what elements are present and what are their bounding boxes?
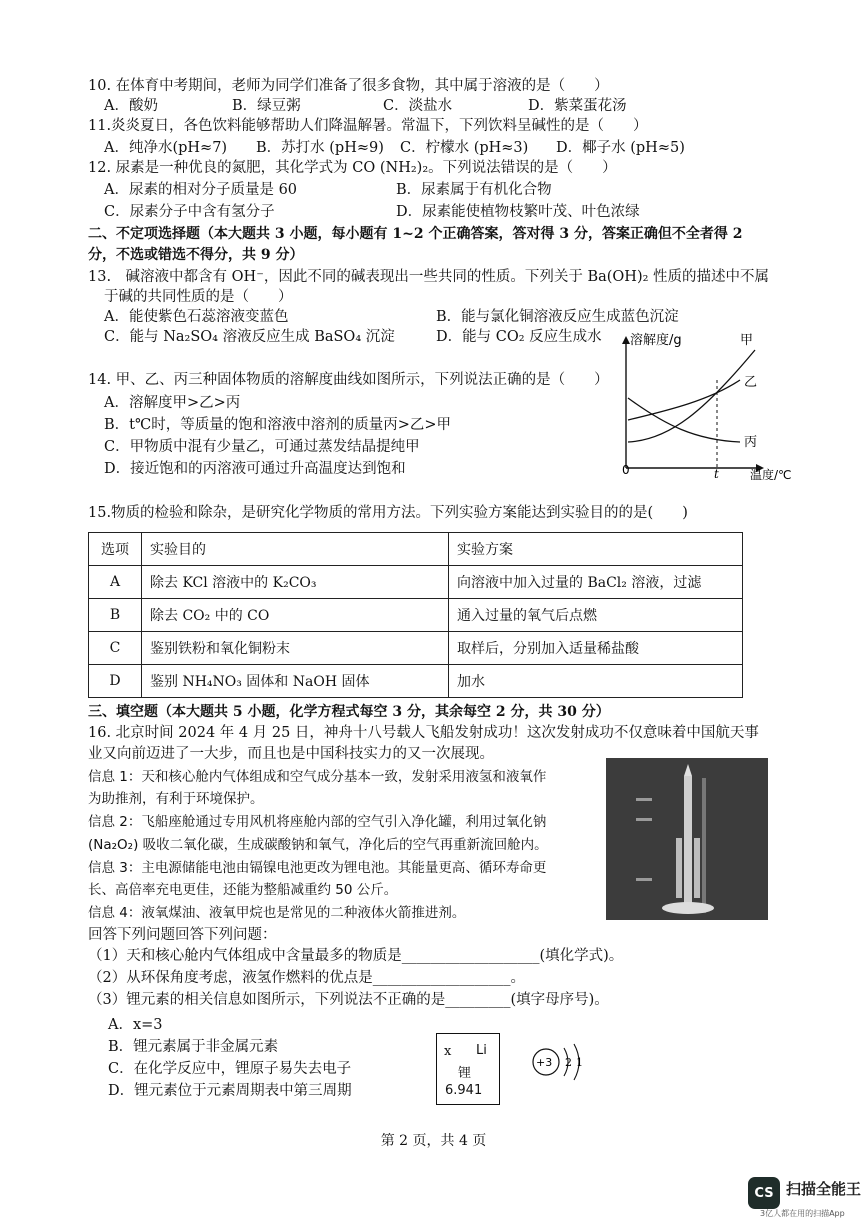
q13-option-a: A．能使紫色石蕊溶液变蓝色 — [104, 309, 289, 325]
q11-option-b: B．苏打水 (pH≈9) — [256, 140, 384, 156]
q15-stem: 15.物质的检验和除杂，是研究化学物质的常用方法。下列实验方案能达到实验目的的是( ) — [88, 505, 688, 521]
q11-stem: 11.炎炎夏日，各色饮料能够帮助人们降温解暑。常温下，下列饮料呈碱性的是（ ） — [88, 118, 648, 134]
table-cell: 除去 KCl 溶液中的 K₂CO₃ — [142, 566, 449, 599]
q13-stem-cont: 于碱的共同性质的是（ ） — [104, 289, 293, 305]
table-cell: 鉴别 NH₄NO₃ 固体和 NaOH 固体 — [142, 665, 449, 698]
rocket-photo — [606, 758, 768, 920]
section2-heading: 二、不定项选择题（本大题共 3 小题，每小题有 1~2 个正确答案，答对得 3 分，答案正确但不全者得 2 — [88, 226, 743, 242]
q10-option-d: D．紫菜蛋花汤 — [528, 98, 627, 114]
table-cell: D — [89, 665, 142, 698]
q11-option-d: D．椰子水 (pH≈5) — [556, 140, 685, 156]
q14-stem: 14. 甲、乙、丙三种固体物质的溶解度曲线如图所示，下列说法正确的是（ ） — [88, 372, 609, 388]
q14-option-b: B．t℃时，等质量的饱和溶液中溶剂的质量丙>乙>甲 — [104, 417, 451, 433]
x-axis-label: 温度/℃ — [750, 468, 792, 480]
q16-sub2: （2）从环保角度考虑，液氢作燃料的优点是___________________。 — [88, 970, 525, 986]
element-mass: 6.941 — [445, 1083, 483, 1098]
curve-jia — [628, 350, 758, 442]
q16-option-a: A．x=3 — [108, 1017, 163, 1033]
q16-intro: 16. 北京时间 2024 年 4 月 25 日，神舟十八号载人飞船发射成功！这次发射成功不仅意味着中国航天事 — [88, 725, 759, 741]
page-footer: 第 2 页，共 4 页 — [380, 1133, 487, 1149]
table-header-cell: 实验方案 — [449, 533, 743, 566]
table-cell: 除去 CO₂ 中的 CO — [142, 599, 449, 632]
info-3: 信息 3：主电源储能电池由镉镍电池更改为锂电池。其能量更高、循环寿命更 — [88, 860, 547, 876]
y-axis-arrow — [622, 336, 630, 344]
info-1: 信息 1：天和核心舱内气体组成和空气成分基本一致，发射采用液氢和液氧作 — [88, 769, 547, 785]
table-cell: 向溶液中加入过量的 BaCl₂ 溶液，过滤 — [449, 566, 743, 599]
table-header-cell: 选项 — [89, 533, 142, 566]
q16-sub1: （1）天和核心舱内气体组成中含量最多的物质是___________________(填化学式)。 — [88, 948, 624, 964]
element-symbol: Li — [476, 1043, 487, 1058]
q12-stem: 12. 尿素是一种优良的氮肥，其化学式为 CO (NH₂)₂。下列说法错误的是（ ） — [88, 160, 617, 176]
rocket-launch-icon — [606, 758, 768, 920]
q12-option-d: D．尿素能使植物枝繁叶茂、叶色浓绿 — [396, 204, 640, 220]
q10-stem: 10. 在体育中考期间，老师为同学们准备了很多食物，其中属于溶液的是（ ） — [88, 78, 609, 94]
q13-option-c: C．能与 Na₂SO₄ 溶液反应生成 BaSO₄ 沉淀 — [104, 329, 395, 345]
table-cell: 通入过量的氧气后点燃 — [449, 599, 743, 632]
q11-option-c: C．柠檬水 (pH≈3) — [400, 140, 529, 156]
nucleus-charge: +3 — [536, 1056, 553, 1069]
table-header-cell: 实验目的 — [142, 533, 449, 566]
table-cell: A — [89, 566, 142, 599]
camscanner-logo-icon: CS — [748, 1177, 780, 1209]
q12-option-b: B．尿素属于有机化合物 — [396, 182, 552, 198]
q16-sub3: （3）锂元素的相关信息如图所示，下列说法不正确的是_________(填字母序号)。 — [88, 992, 609, 1008]
table-cell: C — [89, 632, 142, 665]
q10-option-c: C．淡盐水 — [383, 98, 453, 114]
info-3-cont: 长、高倍率充电更佳，还能为整船减重约 50 公斤。 — [88, 882, 398, 898]
section2-heading-cont: 分，不选或错选不得分，共 9 分） — [88, 247, 304, 263]
series-label-yi: 乙 — [744, 375, 758, 390]
solubility-chart — [610, 330, 810, 480]
table-header-row — [89, 533, 743, 566]
table-cell: B — [89, 599, 142, 632]
camscanner-name: 扫描全能王 — [786, 1180, 862, 1198]
table-row — [89, 665, 743, 698]
table-row — [89, 632, 743, 665]
origin-label: 0 — [622, 463, 630, 477]
table-cell: 取样后，分别加入适量稀盐酸 — [449, 632, 743, 665]
q14-option-d: D．接近饱和的丙溶液可通过升高温度达到饱和 — [104, 461, 406, 477]
t-label: t — [714, 467, 719, 480]
series-label-bing: 丙 — [744, 435, 758, 450]
q10-option-b: B．绿豆粥 — [232, 98, 301, 114]
q16-option-d: D．锂元素位于元素周期表中第三周期 — [108, 1083, 352, 1099]
y-axis-label: 溶解度/g — [630, 333, 682, 348]
atom-structure-diagram — [528, 1040, 598, 1090]
table-cell: 加水 — [449, 665, 743, 698]
q16-prompt: 回答下列问题回答下列问题： — [88, 927, 277, 943]
info-2-cont: (Na₂O₂) 吸收二氧化碳，生成碳酸钠和氧气，净化后的空气再重新流回舱内。 — [88, 837, 548, 853]
q14-option-c: C．甲物质中混有少量乙，可通过蒸发结晶提纯甲 — [104, 439, 420, 455]
table-row — [89, 566, 743, 599]
q13-stem: 13. 碱溶液中都含有 OH⁻，因此不同的碱表现出一些共同的性质。下列关于 Ba(OH)₂ 性质的描述中不属 — [88, 269, 770, 285]
info-2: 信息 2：飞船座舱通过专用风机将座舱内部的空气引入净化罐，利用过氧化钠 — [88, 814, 547, 830]
q16-option-c: C．在化学反应中，锂原子易失去电子 — [108, 1061, 352, 1077]
q10-option-a: A．酸奶 — [104, 98, 158, 114]
q14-option-a: A．溶解度甲>乙>丙 — [104, 395, 241, 411]
table-cell: 鉴别铁粉和氧化铜粉末 — [142, 632, 449, 665]
q11-option-a: A．纯净水(pH≈7) — [104, 140, 228, 156]
q12-option-a: A．尿素的相对分子质量是 60 — [104, 182, 298, 198]
q16-option-b: B．锂元素属于非金属元素 — [108, 1039, 279, 1055]
camscanner-tagline: 3亿人都在用的扫描App — [760, 1209, 845, 1218]
element-name: 锂 — [458, 1066, 472, 1081]
q16-intro-cont: 业又向前迈进了一大步，而且也是中国科技实力的又一次展现。 — [88, 746, 494, 762]
shell-2-electrons: 1 — [576, 1056, 583, 1069]
element-atomic-number: x — [444, 1044, 452, 1059]
q12-option-c: C．尿素分子中含有氢分子 — [104, 204, 275, 220]
q13-option-b: B．能与氯化铜溶液反应生成蓝色沉淀 — [436, 309, 679, 325]
q13-option-d: D．能与 CO₂ 反应生成水 — [436, 329, 602, 345]
table-row — [89, 599, 743, 632]
shell-1-electrons: 2 — [565, 1056, 572, 1069]
info-1-cont: 为助推剂，有利于环境保护。 — [88, 791, 264, 807]
section3-heading: 三、填空题（本大题共 5 小题，化学方程式每空 3 分，其余每空 2 分，共 30 分） — [88, 704, 610, 720]
series-label-jia: 甲 — [740, 333, 754, 348]
info-4: 信息 4：液氧煤油、液氧甲烷也是常见的二种液体火箭推进剂。 — [88, 905, 466, 921]
q15-table — [88, 532, 743, 698]
